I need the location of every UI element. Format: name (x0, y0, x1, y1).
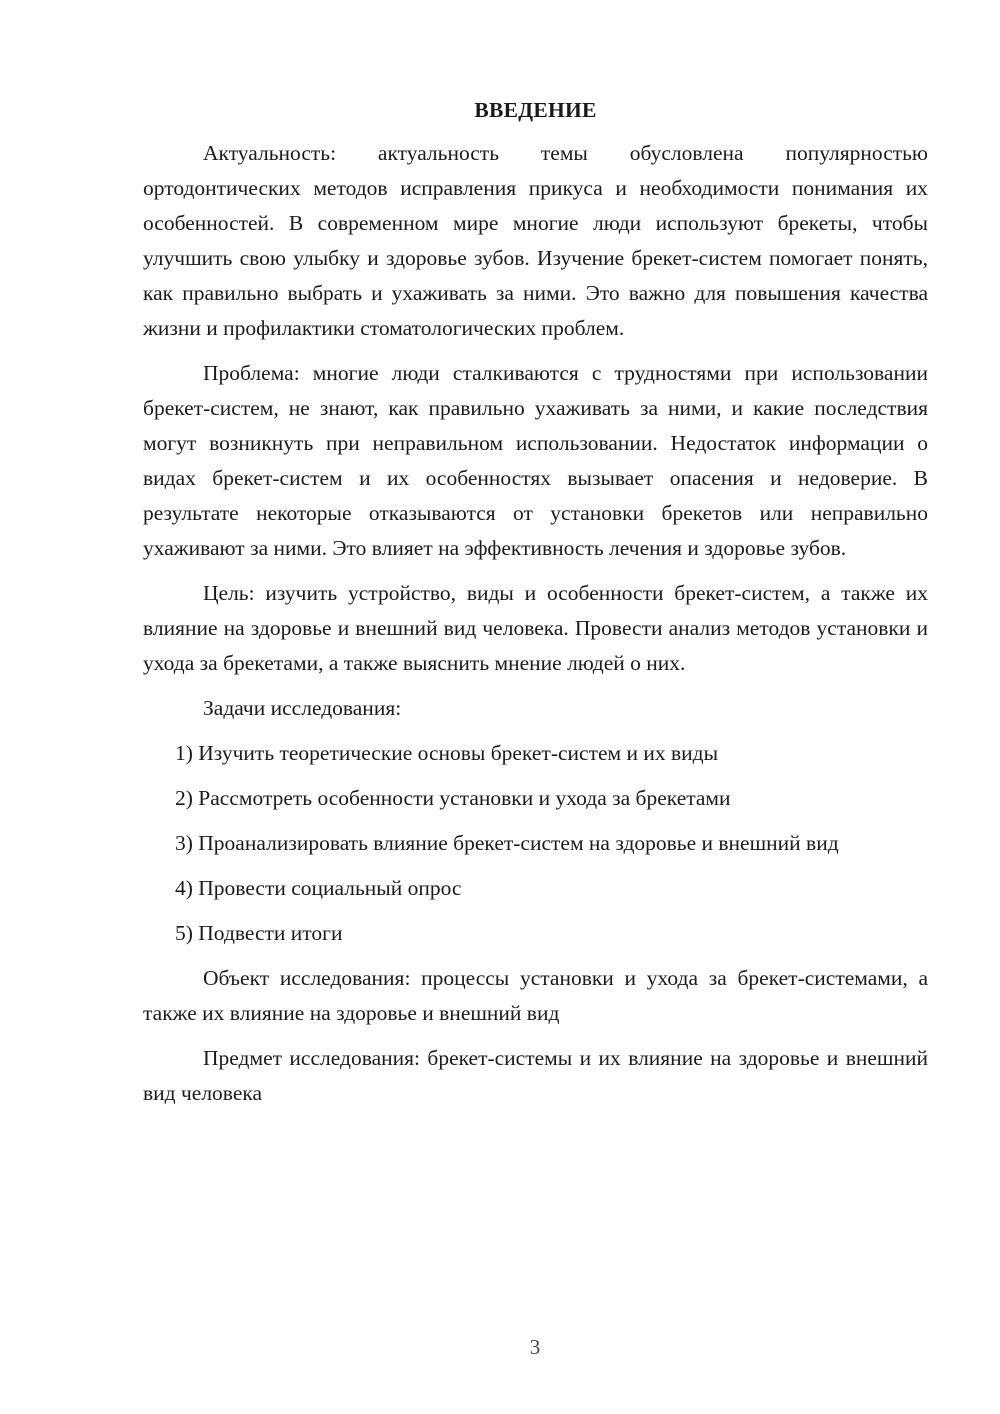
tasks-title: Задачи исследования: (203, 696, 402, 720)
goal-paragraph: Цель: изучить устройство, виды и особенности брекет-систем, а также их влияние на здоровье и внешний вид человека. Провести анализ методов установки и ухода за брекетами, а также выяснить мнение людей о них. (143, 581, 928, 675)
page-number: 3 (529, 1335, 541, 1359)
task-item: 4) Провести социальный опрос (175, 876, 462, 900)
subject-paragraph: Предмет исследования: брекет-системы и их влияние на здоровье и внешний вид человека (143, 1046, 928, 1105)
problem-paragraph: Проблема: многие люди сталкиваются с трудностями при использовании брекет-систем, не знают, как правильно ухаживать за ними, и какие последствия могут возникнуть при неправильном использовании. Недостаток информации о видах брекет-систем и их особенностях вызывает опасения и недоверие. В результате некоторые отказываются от установки брекетов или неправильно ухаживают за ними. Это влияет на эффективность лечения и здоровье зубов. (143, 361, 928, 560)
section-heading: ВВЕДЕНИЕ (474, 98, 597, 122)
relevance-paragraph: Актуальность: актуальность темы обусловлена популярностью ортодонтических методов исправления прикуса и необходимости понимания их особенностей. В современном мире многие люди используют брекеты, чтобы улучшить свою улыбку и здоровье зубов. Изучение брекет-систем помогает понять, как правильно выбрать и ухаживать за ними. Это важно для повышения качества жизни и профилактики стоматологических проблем. (143, 141, 928, 340)
task-item: 3) Проанализировать влияние брекет-систем на здоровье и внешний вид (175, 831, 839, 855)
task-item: 1) Изучить теоретические основы брекет-систем и их виды (175, 741, 719, 765)
object-paragraph: Объект исследования: процессы установки и ухода за брекет-системами, а также их влияние на здоровье и внешний вид (143, 966, 928, 1025)
task-item: 5) Подвести итоги (175, 921, 343, 945)
tasks-list (143, 736, 928, 951)
page-content (143, 90, 928, 1121)
task-item: 2) Рассмотреть особенности установки и ухода за брекетами (175, 786, 731, 810)
